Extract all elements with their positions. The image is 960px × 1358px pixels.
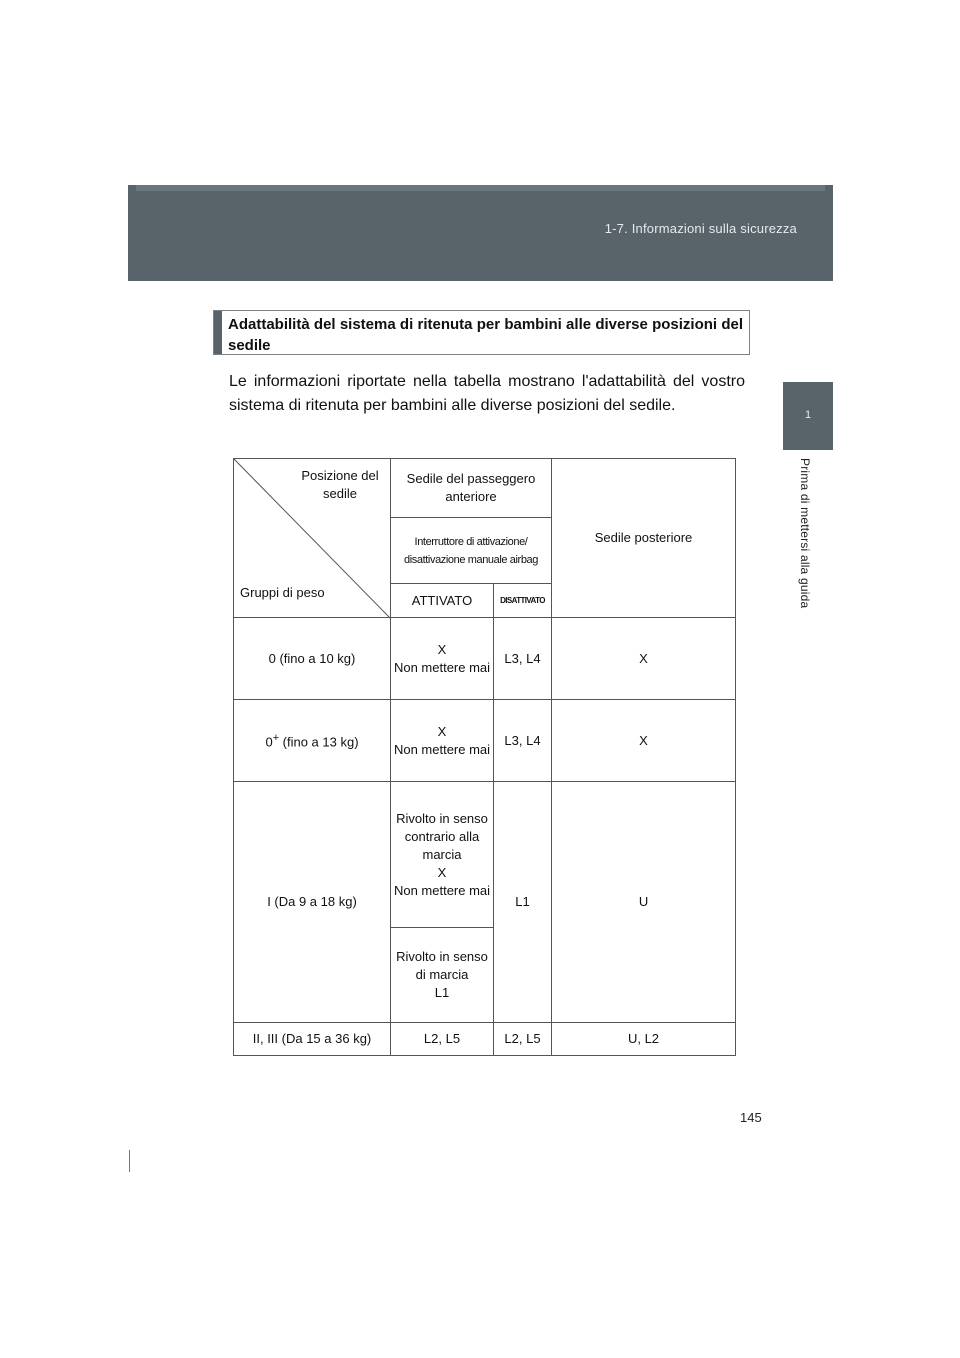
chapter-tab	[783, 382, 833, 450]
header-on: ATTIVATO	[391, 584, 494, 618]
table-row	[234, 618, 736, 700]
header-airbag-switch: Interruttore di attivazione/ disattivazione manuale airbag	[391, 518, 552, 584]
row-group: I (Da 9 a 18 kg)	[234, 782, 391, 1023]
group-rest: (fino a 13 kg)	[279, 734, 359, 750]
row-group: 0 (fino a 10 kg)	[234, 618, 391, 700]
header-band	[128, 185, 833, 281]
chapter-number: 1	[804, 409, 812, 421]
rear-facing-label: Rivolto in senso contrario alla marcia	[396, 810, 488, 862]
row-on-symbol: X	[437, 641, 447, 657]
row-on	[391, 618, 494, 700]
rear-facing-note: Non mettere mai	[393, 882, 491, 898]
row-on-rear-facing	[391, 782, 494, 928]
row-group: II, III (Da 15 a 36 kg)	[234, 1023, 391, 1056]
corner-weight-groups-label: Gruppi di peso	[240, 585, 325, 600]
row-group	[234, 700, 391, 782]
section-heading	[213, 310, 750, 355]
margin-mark	[129, 1150, 130, 1172]
group-base: 0	[265, 734, 273, 750]
row-off: L1	[494, 782, 552, 1023]
section-heading-text: Adattabilità del sistema di ritenuta per bambini alle diverse posizioni del sedile	[228, 316, 743, 354]
header-off: DISATTIVATO	[494, 584, 552, 618]
table-corner-cell	[234, 459, 391, 618]
table-row	[234, 700, 736, 782]
row-on-symbol: X	[437, 723, 447, 739]
row-off: L3, L4	[494, 700, 552, 782]
row-rear: U, L2	[552, 1023, 736, 1056]
row-rear: X	[552, 700, 736, 782]
row-off: L3, L4	[494, 618, 552, 700]
rear-facing-symbol: X	[437, 864, 447, 880]
heading-accent-bar	[214, 311, 222, 354]
header-rear-seat: Sedile posteriore	[552, 459, 736, 618]
forward-facing-label: Rivolto in senso di marcia	[396, 949, 488, 982]
row-on-forward-facing	[391, 928, 494, 1023]
header-section-title: 1-7. Informazioni sulla sicurezza	[604, 221, 797, 236]
row-on-note: Non mettere mai	[393, 659, 491, 675]
table-row	[234, 1023, 736, 1056]
group-sup: +	[272, 732, 280, 745]
header-front-seat: Sedile del passeggero anteriore	[391, 459, 552, 518]
intro-paragraph: Le informazioni riportate nella tabella mostrano l'adattabilità del vostro sistema di ritenuta per bambini alle diverse posizioni del sedile.	[229, 373, 745, 414]
row-rear: X	[552, 618, 736, 700]
header-topline	[136, 185, 825, 191]
compatibility-table	[233, 458, 736, 1056]
table-row	[234, 782, 736, 928]
corner-seat-position-label: Posizione del sedile	[301, 468, 379, 501]
row-rear: U	[552, 782, 736, 1023]
page-number: 145	[740, 1110, 762, 1125]
forward-facing-value: L1	[434, 985, 450, 1000]
row-on	[391, 700, 494, 782]
row-on: L2, L5	[391, 1023, 494, 1056]
chapter-title: Prima di mettersi alla guida	[798, 458, 812, 609]
row-off: L2, L5	[494, 1023, 552, 1056]
row-on-note: Non mettere mai	[393, 741, 491, 757]
